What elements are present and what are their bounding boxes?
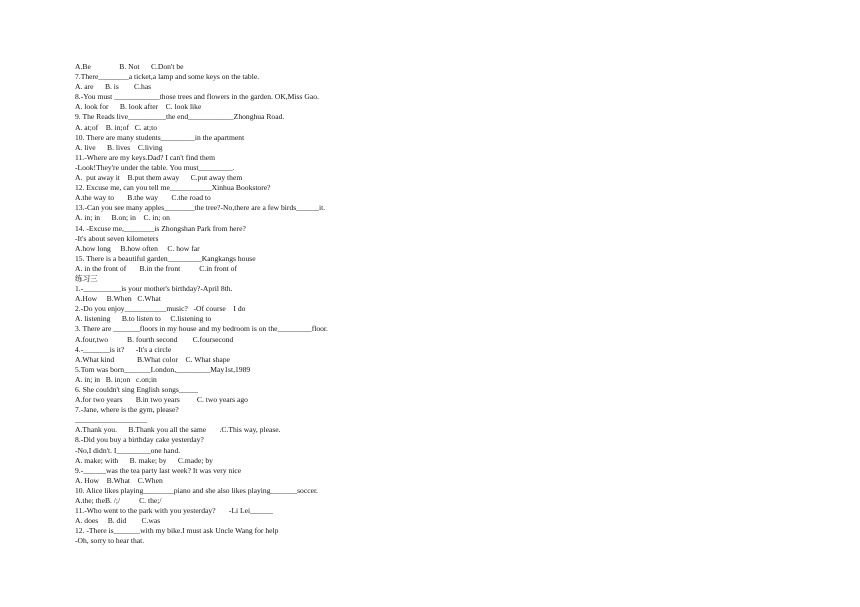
answer-options: A.the; theB. /;/ C. the;/ [75, 496, 162, 506]
question: 10. Alice likes playing________piano and she also likes playing_______soccer. [75, 485, 318, 495]
answer-options: A. at;of B. in;of C. at;to [75, 122, 158, 132]
question: 6. She couldn't sing English songs_____ [75, 385, 198, 394]
answer-options: A.for two years B.in two years C. two years ago [75, 395, 248, 405]
answer-blank: ___________________ [75, 415, 148, 425]
question: 7.There________a ticket,a lamp and some keys on the table. [75, 72, 260, 82]
answer-options: A.how long B.how often C. how far [75, 243, 200, 253]
answer-options: A.the way to B.the way C.the road to [75, 193, 211, 203]
question: 12. -There is_______with my bike.I must ask Uncle Wang for help [75, 526, 279, 536]
answer-options: A. live B. lives C.living [75, 142, 163, 152]
question: 2.-Do you enjoy___________music? -Of course I do [75, 304, 246, 314]
answer-options: A.four,two B. fourth second C.foursecond [75, 334, 234, 344]
answer-options: A. does B. did C.was [75, 516, 161, 526]
question: 10. There are many students_________in the apartment [75, 132, 245, 142]
answer-options: A. are B. is C.has [75, 82, 152, 92]
answer-options: A. look for B. look after C. look like [75, 102, 202, 112]
question: 9.-______was the tea party last week? It was very nice [75, 465, 242, 475]
answer-options: A.What kind B.What color C. What shape [75, 354, 230, 364]
question-line: -No,I didn't. I_________one hand. [75, 445, 181, 455]
question: 13.-Can you see many apples________the tree?-No,there are a few birds______it. [75, 203, 326, 213]
question: 3. There are _______floors in my house and my bedroom is on the_________floor. [75, 324, 328, 334]
question-line: -It's about seven kilometers [75, 233, 159, 243]
answer-options: A.Be B. Not C.Don't be [75, 62, 184, 71]
question: 11.-Where are my keys.Dad? I can't find them [75, 152, 216, 162]
question: 14. -Excuse me,________is Zhongshan Park from here? [75, 223, 246, 233]
question-line: -Look!They're under the table. You must_________. [75, 162, 235, 172]
answer-options: A. in the front of B.in the front C.in front of [75, 263, 237, 273]
question: 15. There is a beautiful garden_________Kangkangs house [75, 253, 256, 263]
question: 8.-Did you buy a birthday cake yesterday? [75, 435, 204, 445]
question: 1.-__________is your mother's birthday?-April 8th. [75, 284, 233, 294]
answer-options: A.Thank you. B.Thank you all the same .C.This way, please. [75, 425, 281, 435]
question: 8.-You must ____________those trees and flowers in the garden. OK,Miss Gao. [75, 92, 319, 102]
question: 9. The Reads live__________the end____________Zhonghua Road. [75, 112, 285, 122]
answer-options: A.How B.When C.What [75, 294, 161, 304]
question: 12. Excuse me, can you tell me___________Xinhua Bookstore? [75, 183, 271, 193]
answer-options: A. in; in B.on; in C. in; on [75, 213, 170, 223]
question: 11.-Who went to the park with you yesterday? -Li Lei______ [75, 506, 273, 516]
answer-options: A. listening B.to listen to C.listening to [75, 314, 212, 324]
question: 7.-Jane, where is the gym, please? [75, 405, 179, 415]
question: 5.Tom was born_______London,_________May1st,1989 [75, 364, 251, 374]
question: 4.-_______is it? -It's a circle [75, 344, 172, 354]
answer-options: A. put away it B.put them away C.put away them [75, 173, 243, 183]
answer-options: A. How B.What C.When [75, 475, 163, 485]
answer-options: A. make; with B. make; by C.made; by [75, 455, 213, 465]
section-heading: 练习三 [75, 273, 98, 283]
exercise-text [75, 62, 495, 547]
question-line: -Oh, sorry to hear that. [75, 536, 145, 546]
answer-options: A. in; in B. in;on c.on;in [75, 374, 157, 384]
